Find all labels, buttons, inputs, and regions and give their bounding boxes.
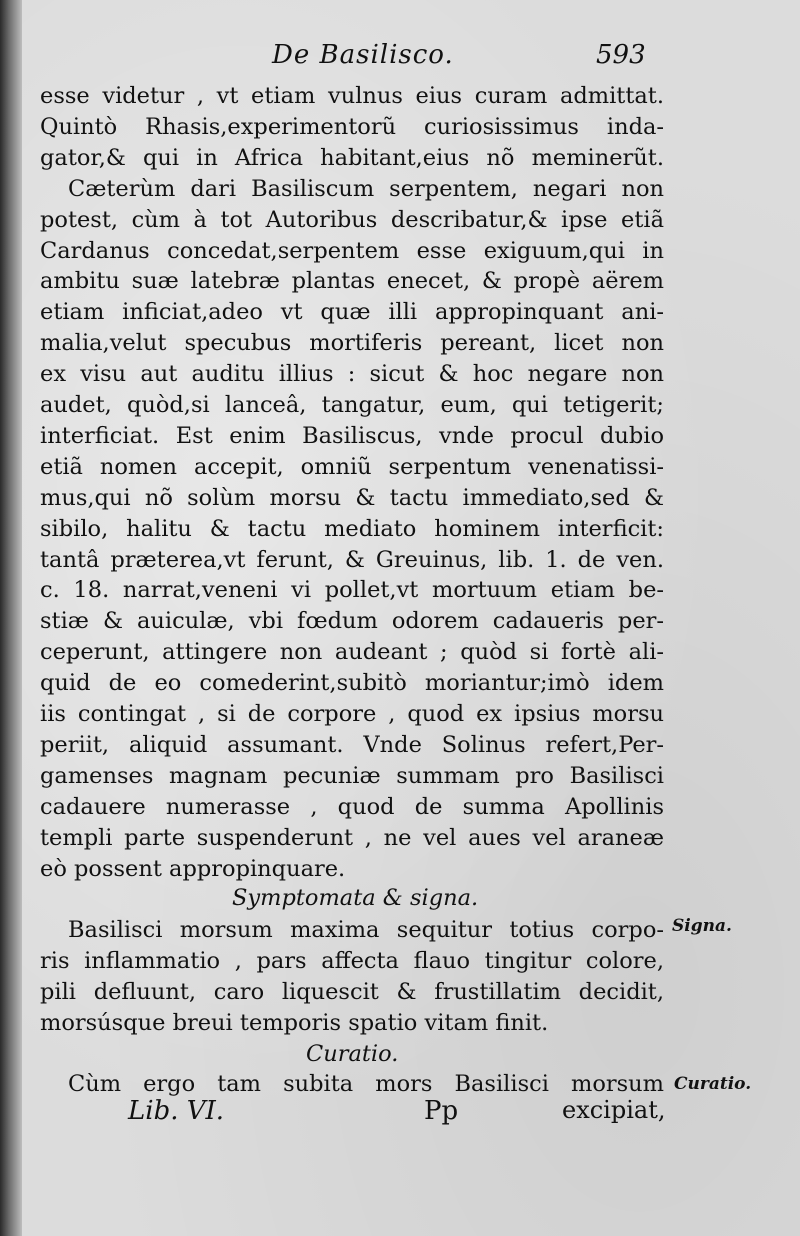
- page-gutter-shadow: [0, 0, 22, 1236]
- text-line: periit, aliquid assumant. Vnde Solinus refert,Per-: [40, 731, 664, 758]
- text-line: ambitu suæ latebræ plantas enecet, & propè aërem: [40, 268, 664, 295]
- text-line: ceperunt, attingere non audeant ; quòd si fortè ali-: [40, 639, 664, 666]
- text-line: gamenses magnam pecuniæ summam pro Basilisci: [40, 762, 664, 789]
- text-line: esse videtur , vt etiam vulnus eius curam admittat.: [40, 83, 664, 109]
- text-line: audet, quòd,si lanceâ, tangatur, eum, qui tetigerit;: [40, 392, 664, 418]
- text-line: gator,& qui in Africa habitant,eius nõ meminerũt.: [40, 144, 664, 171]
- text-line: cadauere numerasse , quod de summa Apollinis: [40, 793, 664, 820]
- text-line: potest, cùm à tot Autoribus describatur,& ipse etiã: [40, 206, 664, 233]
- text-line: Cardanus concedat,serpentem esse exiguum,qui in: [40, 237, 664, 264]
- marginal-note-curatio: Curatio.: [674, 1074, 752, 1094]
- text-line: interficiat. Est enim Basiliscus, vnde procul dubio: [40, 422, 664, 449]
- text-line: Cæterùm dari Basiliscum serpentem, negari non: [68, 175, 664, 202]
- section-heading-symptomata: Symptomata & signa.: [232, 885, 479, 911]
- text-line: Cùm ergo tam subita mors Basilisci morsum: [68, 1071, 664, 1097]
- text-line: etiam inficiat,adeo vt quæ illi appropinquant ani-: [40, 299, 664, 326]
- text-line: iis contingat , si de corpore , quod ex ipsius morsu: [40, 701, 664, 727]
- section-heading-curatio: Curatio.: [306, 1041, 399, 1067]
- text-line: mus,qui nõ solùm morsu & tactu immediato,sed &: [40, 484, 664, 511]
- text-line: morsúsque breui temporis spatio vitam finit.: [40, 1010, 549, 1036]
- text-line: eò possent appropinquare.: [40, 855, 346, 882]
- marginal-note-signa: Signa.: [672, 916, 732, 936]
- text-line: c. 18. narrat,veneni vi pollet,vt mortuum etiam be-: [40, 577, 664, 604]
- text-line: etiã nomen accepit, omniũ serpentum venenatissi-: [40, 453, 664, 480]
- text-line: sibilo, halitu & tactu mediato hominem interficit:: [40, 515, 664, 542]
- text-line: pili defluunt, caro liquescit & frustillatim decidit,: [40, 979, 664, 1005]
- signature-book: Lib. VI.: [128, 1096, 225, 1126]
- text-line: malia,velut specubus mortiferis pereant, licet non: [40, 330, 664, 357]
- text-line: Basilisci morsum maxima sequitur totius corpo-: [68, 917, 664, 943]
- signature-mark: Pp: [424, 1096, 459, 1126]
- text-line: Quintò Rhasis,experimentorũ curiosissimus inda-: [40, 113, 664, 140]
- text-line: quid de eo comederint,subitò moriantur;imò idem: [40, 670, 664, 697]
- page-number: 593: [596, 40, 646, 70]
- text-line: tantâ præterea,vt ferunt, & Greuinus, lib. 1. de ven.: [40, 546, 664, 573]
- text-line: templi parte suspenderunt , ne vel aues vel araneæ: [40, 824, 664, 851]
- text-line: ris inflammatio , pars affecta flauo tingitur colore,: [40, 948, 664, 974]
- text-line: stiæ & auiculæ, vbi fœdum odorem cadaueris per-: [40, 608, 664, 635]
- catchword: excipiat,: [562, 1096, 666, 1124]
- text-line: ex visu aut auditu illius : sicut & hoc negare non: [40, 361, 664, 388]
- running-title: De Basilisco.: [272, 40, 454, 70]
